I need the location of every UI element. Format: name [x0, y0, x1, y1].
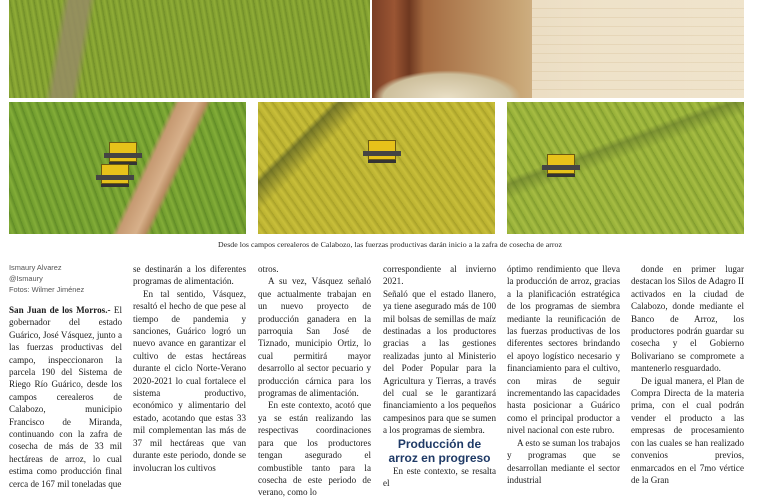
article-column-3	[258, 263, 371, 499]
article-paragraph: otros.	[258, 264, 279, 274]
byline	[9, 262, 119, 295]
article-column-4	[383, 263, 496, 490]
article-text: El gobernador del estado Guárico, José Vásquez, junto a las fuerzas productivas del campo, inspeccionaron la parcela 190 del Sistema de Riego Río Guárico, desde los campos cerealeros de Calabozo, municipio Francisco de Miranda, continuando con la zafra de cosecha de más de 33 mil hectáreas de arroz, lo cual estima como producción final cerca de 167 mil toneladas que	[9, 305, 122, 489]
photo-aerial-rice-field	[9, 0, 370, 98]
harvester-figure	[368, 140, 396, 160]
article-paragraph	[9, 304, 122, 490]
photo-caption: Desde los campos cerealeros de Calabozo, las fuerzas productivas darán inicio a la zafra de cosecha de arroz	[218, 240, 562, 249]
byline-author: Ismaury Alvarez	[9, 263, 62, 272]
article-paragraph: correspondiente al invierno 2021.	[383, 264, 496, 287]
photo-harvester-green-field	[507, 102, 744, 234]
article-paragraph: A su vez, Vásquez señaló que actualmente trabajan en un nuevo proyecto de producción ganadera en la parroquia San José de Tiznado, municipio Ortiz, lo cual permitirá mayor desarrollo al sector pecuario y producción cárnica para los programas de alimentación.	[258, 276, 371, 399]
article-paragraph: donde en primer lugar destacan los Silos de Adagro II activados en la ciudad de Calabozo, donde mediante el Banco de Arroz, los productores podrán guardar su cosecha y el Gobierno Bolivariano se compromete a mantenerlo resguardado.	[631, 264, 744, 374]
dateline: San Juan de los Morros.-	[9, 305, 111, 315]
article-paragraph: se destinarán a los diferentes programas de alimentación.	[133, 264, 246, 287]
article-paragraph: En este contexto, acotó que ya se están realizando las respectivas coordinaciones para que los productores tengan asegurado el combustible tanto para la cosecha de este periodo de verano, como lo	[258, 400, 371, 498]
article-paragraph: De igual manera, el Plan de Compra Directa de la materia prima, con el cual podrán vender el producto a las empresas de procesamiento con las cuales se han realizado convenios previos, enmarcados en el 7mo vértice de la Gran	[631, 375, 744, 485]
section-subheading: Producción de arroz en progreso	[388, 436, 491, 465]
harvester-figure	[109, 142, 137, 162]
harvester-figure	[547, 154, 575, 174]
article-column-2	[133, 263, 246, 474]
article-paragraph: En este contexto, se resalta el	[383, 465, 496, 489]
photo-grain-trailer	[372, 0, 744, 98]
harvester-figure	[101, 164, 129, 184]
byline-handle: @Ismaury	[9, 274, 43, 283]
photo-harvester-rice-field	[258, 102, 495, 234]
article-column-1	[9, 304, 122, 490]
article-column-5	[507, 263, 620, 486]
photo-harvesters-near-road	[9, 102, 246, 234]
article-paragraph: Señaló que el estado llanero, ya tiene asegurado más de 100 mil bolsas de semillas de maíz destinadas a los productores gracias a las gestiones realizadas junto al Ministerio del Poder Popular para la Agricultura y Tierras, a través del cual se le garantizará financiamiento a los pequeños campesinos para que se sumen a los programas de siembra.	[383, 288, 496, 436]
article-column-6	[631, 263, 744, 486]
article-paragraph: A esto se suman los trabajos y programas que se desarrollan mediante el sector industrial	[507, 437, 620, 485]
byline-photos: Fotos: Wilmer Jiménez	[9, 285, 85, 294]
article-paragraph: óptimo rendimiento que lleva la producción de arroz, gracias a la planificación estratégica de los programas de siembra mediante la reunificación de las fuerzas productivas de los diferentes sectores brindando el apoyo logístico necesario y financiamiento para el cultivo, con miras de seguir incrementando las capacidades hasta posicionar a Guárico como el principal productor a nivel nacional con este rubro.	[507, 264, 620, 436]
article-paragraph: En tal sentido, Vásquez, resaltó el hecho de que pese al tiempo de pandemia y sanciones, Guárico logró un nuevo avance en garantizar el cultivo de estas hectáreas durante el ciclo Norte-Verano 2020-2021 lo cual fortalece el sistema productivo, económico y alimentario del estado, acotando que estas 33 mil complementan las más de 37 mil hectáreas que van durante este periodo, donde se involucran los cultivos	[133, 288, 246, 473]
